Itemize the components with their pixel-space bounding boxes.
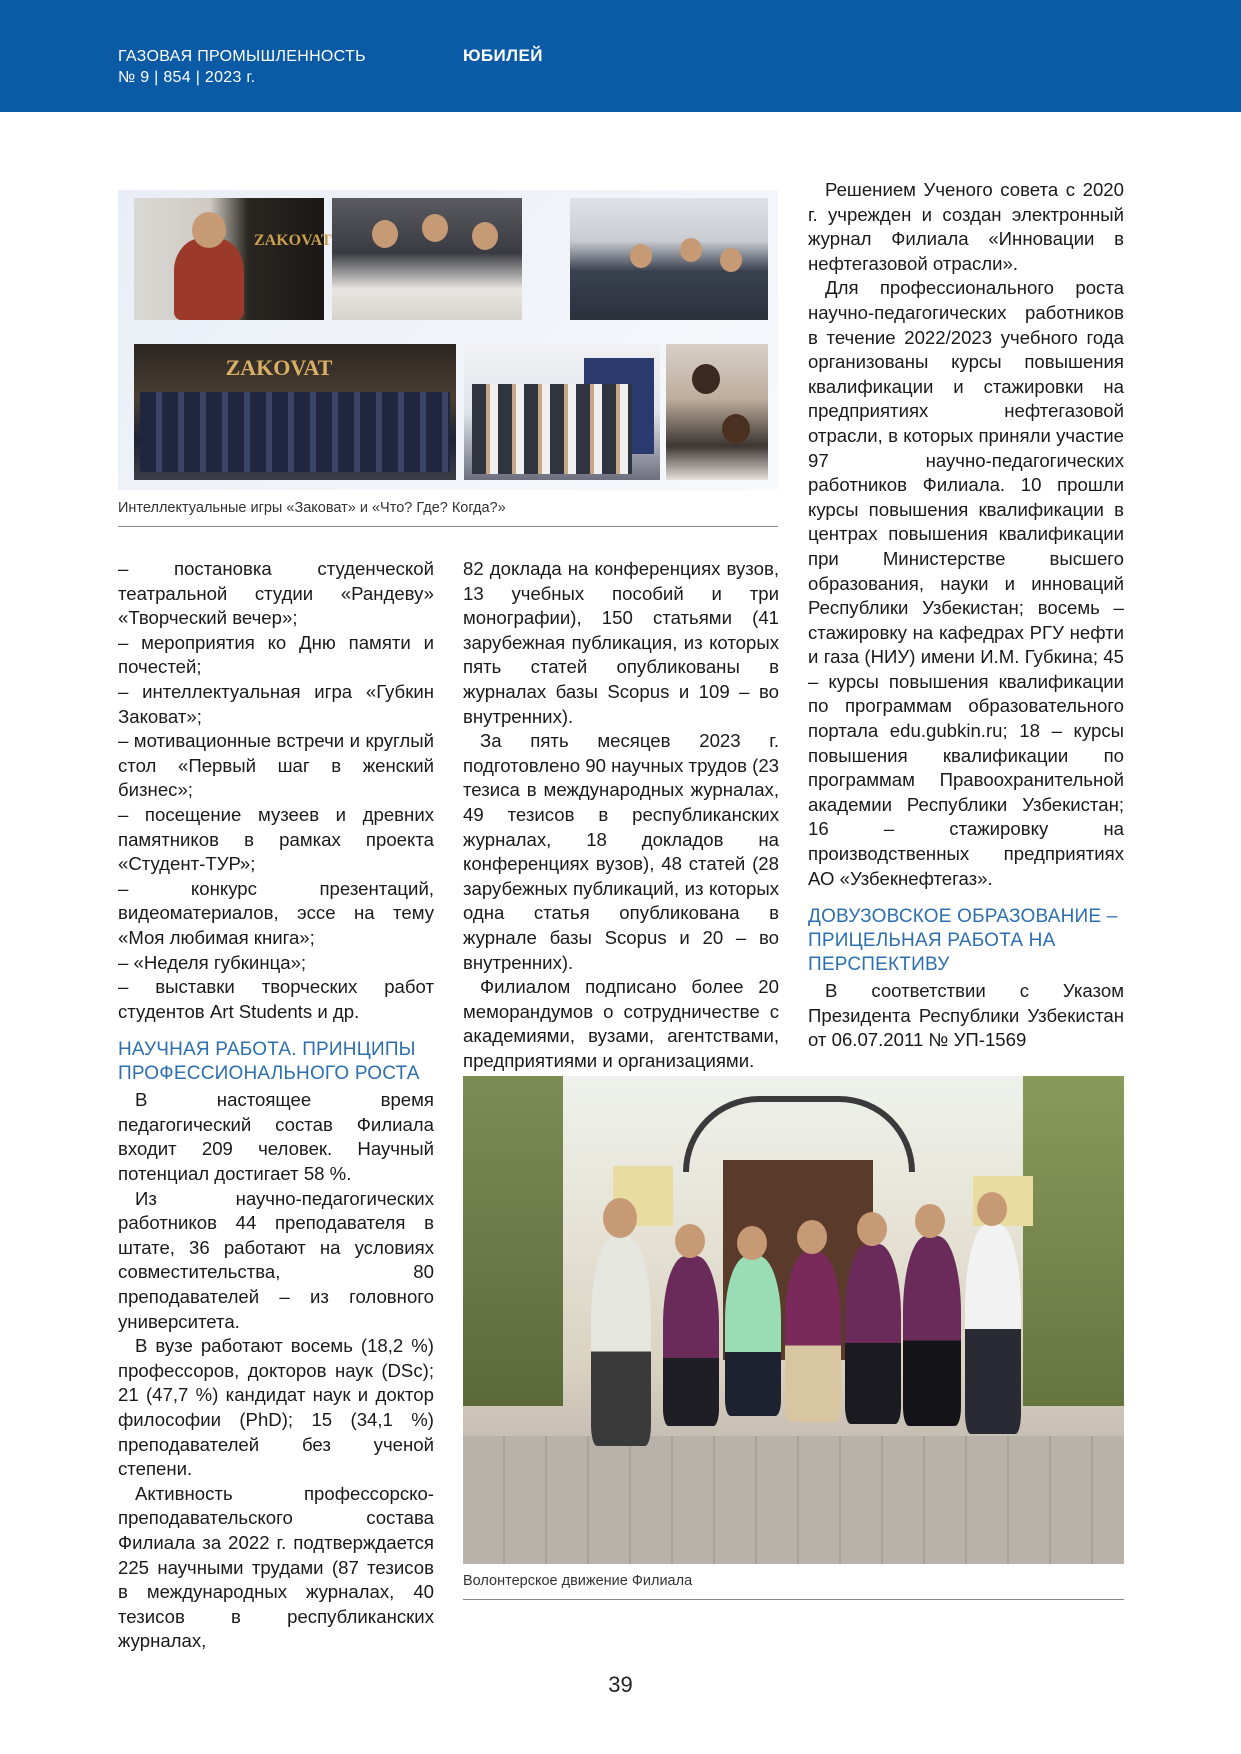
presenter-figure xyxy=(174,238,244,320)
group-member xyxy=(663,1256,719,1426)
volunteer-photo xyxy=(463,1076,1124,1564)
photo-presenter xyxy=(134,198,332,320)
photo-students-table xyxy=(332,198,522,320)
presenter-head xyxy=(192,212,226,248)
group-member xyxy=(591,1236,651,1446)
group-member-head xyxy=(797,1220,827,1254)
list-item: – конкурс презентаций, видеоматериалов, эссе на тему «Моя любимая книга»; xyxy=(118,877,434,948)
paragraph: В вузе работают восемь (18,2 %) профессоров, докторов наук (DSc); 21 (47,7 %) кандидат наук и доктор философии (PhD); 15 (34,1 %) преподавателей без ученой степени. xyxy=(118,1335,434,1480)
section-heading-research: НАУЧНАЯ РАБОТА. ПРИНЦИПЫ ПРОФЕССИОНАЛЬНОГО РОСТА xyxy=(118,1039,420,1085)
page-header xyxy=(0,0,1241,112)
column-2 xyxy=(463,557,779,1073)
caption-rule xyxy=(118,526,778,527)
section-heading-preuniversity: ДОВУЗОВСКОЕ ОБРАЗОВАНИЕ – ПРИЦЕЛЬНАЯ РАБОТА НА ПЕРСПЕКТИВУ xyxy=(808,906,1118,976)
group-member xyxy=(965,1224,1021,1434)
student-head xyxy=(630,244,652,268)
collage-figure xyxy=(118,190,778,490)
students-row xyxy=(140,392,450,472)
student-head xyxy=(372,220,398,248)
group-member-head xyxy=(857,1212,887,1246)
student-head xyxy=(722,414,750,444)
paragraph: Активность профессорско-преподавательского состава Филиала за 2022 г. подтверждается 225 научными трудами (87 тезисов в международных журналах, 40 тезисов в республиканских журналах, xyxy=(118,1482,434,1652)
student-head xyxy=(680,238,702,262)
photo-group-stage xyxy=(134,344,456,480)
paragraph: Для профессионального роста научно-педагогических работников в течение 2022/2023 учебного года организованы курсы повышения квалификации и стажировки на предприятиях нефтегазовой отрасли, в которых приняли участие 97 научно-педагогических работников Филиала. 10 прошли курсы повышения квалификации в центрах повышения квалификации при Министерстве высшего образования, науки и инноваций Республики Узбекистан; восемь – стажировку на кафедрах РГУ нефти и газа (НИУ) имени И.М. Губкина; 45 – курсы повышения квалификации по программам образовательного портала edu.gubkin.ru; 18 – курсы повышения квалификации по программам Правоохранительной академии Республики Узбекистан; 16 – стажировку на производственных предприятиях АО «Узбекнефтегаз». xyxy=(808,277,1124,889)
student-head xyxy=(692,364,720,394)
figure1-caption: Интеллектуальные игры «Заковат» и «Что? Где? Когда?» xyxy=(118,500,506,516)
paragraph: 82 доклада на конференциях вузов, 13 учебных пособий и три монографии), 150 статьями (41 зарубежная публикация, из которых пять статей опубликованы в журналах базы Scopus и 109 – во внутренних). xyxy=(463,558,779,727)
group-member xyxy=(725,1256,781,1416)
student-head xyxy=(472,222,498,250)
group-member xyxy=(845,1244,901,1424)
group-member-head xyxy=(915,1204,945,1238)
award-winners xyxy=(472,384,632,474)
banner-logo: ZAKOVAT xyxy=(254,232,332,249)
list-item: – «Неделя губкинца»; xyxy=(118,951,307,973)
tree-foliage xyxy=(463,1076,563,1406)
group-member-head xyxy=(675,1224,705,1258)
list-item: – выставки творческих работ студентов Art Students и др. xyxy=(118,976,434,1022)
column-1 xyxy=(118,557,434,1654)
photo-award-group xyxy=(464,344,660,480)
paragraph: За пять месяцев 2023 г. подготовлено 90 научных трудов (23 тезиса в международных журналах, 49 тезисов в республиканских журналах, 18 докладов на конференциях вузов), 48 статей (28 зарубежных публикаций, из которых одна статья опубликована в журнале базы Scopus и 20 – во внутренних). xyxy=(463,730,779,973)
paragraph: Из научно-педагогических работников 44 преподавателя в штате, 36 работают на условиях совместительства, 80 преподавателей – из головного университета. xyxy=(118,1187,434,1332)
list-item: – постановка студенческой театральной студии «Рандеву» «Творческий вечер»; xyxy=(118,558,434,629)
figure2-caption: Волонтерское движение Филиала xyxy=(463,1573,693,1589)
magazine-title: ГАЗОВАЯ ПРОМЫШЛЕННОСТЬ xyxy=(118,48,366,65)
paragraph: В настоящее время педагогический состав Филиала входит 209 человек. Научный потенциал достигает 58 %. xyxy=(118,1089,434,1185)
group-member xyxy=(785,1252,841,1422)
group-member-head xyxy=(603,1198,637,1238)
group-member-head xyxy=(977,1192,1007,1226)
banner-logo: ZAKOVAT xyxy=(225,355,333,380)
paragraph: Решением Ученого совета с 2020 г. учрежден и создан электронный журнал Филиала «Инновации в нефтегазовой отрасли». xyxy=(808,179,1124,274)
tree-foliage xyxy=(1023,1076,1124,1406)
rubric-label: ЮБИЛЕЙ xyxy=(463,46,543,65)
photo-classroom xyxy=(570,198,768,320)
list-item: – посещение музеев и древних памятников в рамках проекта «Студент-ТУР»; xyxy=(118,803,434,875)
caption-rule xyxy=(463,1599,1124,1600)
list-item: – мероприятия ко Дню памяти и почестей; xyxy=(118,631,434,678)
group-member xyxy=(903,1236,961,1426)
paragraph: В соответствии с Указом Президента Республики Узбекистан от 06.07.2011 № УП-1569 xyxy=(808,980,1124,1051)
page-number: 39 xyxy=(608,1672,633,1697)
photo-girls-game xyxy=(666,344,768,480)
group-member-head xyxy=(737,1226,767,1260)
list-item: – мотивационные встречи и круглый стол «Первый шаг в женский бизнес»; xyxy=(118,730,434,801)
magazine-info xyxy=(118,46,366,88)
issue-number: № 9 | 854 | 2023 г. xyxy=(118,69,256,86)
column-3 xyxy=(808,178,1124,1053)
list-item: – интеллектуальная игра «Губкин Заковат»; xyxy=(118,680,434,727)
student-head xyxy=(422,214,448,242)
student-head xyxy=(720,248,742,272)
paved-ground xyxy=(463,1436,1124,1564)
paragraph: Филиалом подписано более 20 меморандумов о сотрудничестве с академиями, вузами, агентствами, предприятиями и организациями. xyxy=(463,976,779,1071)
